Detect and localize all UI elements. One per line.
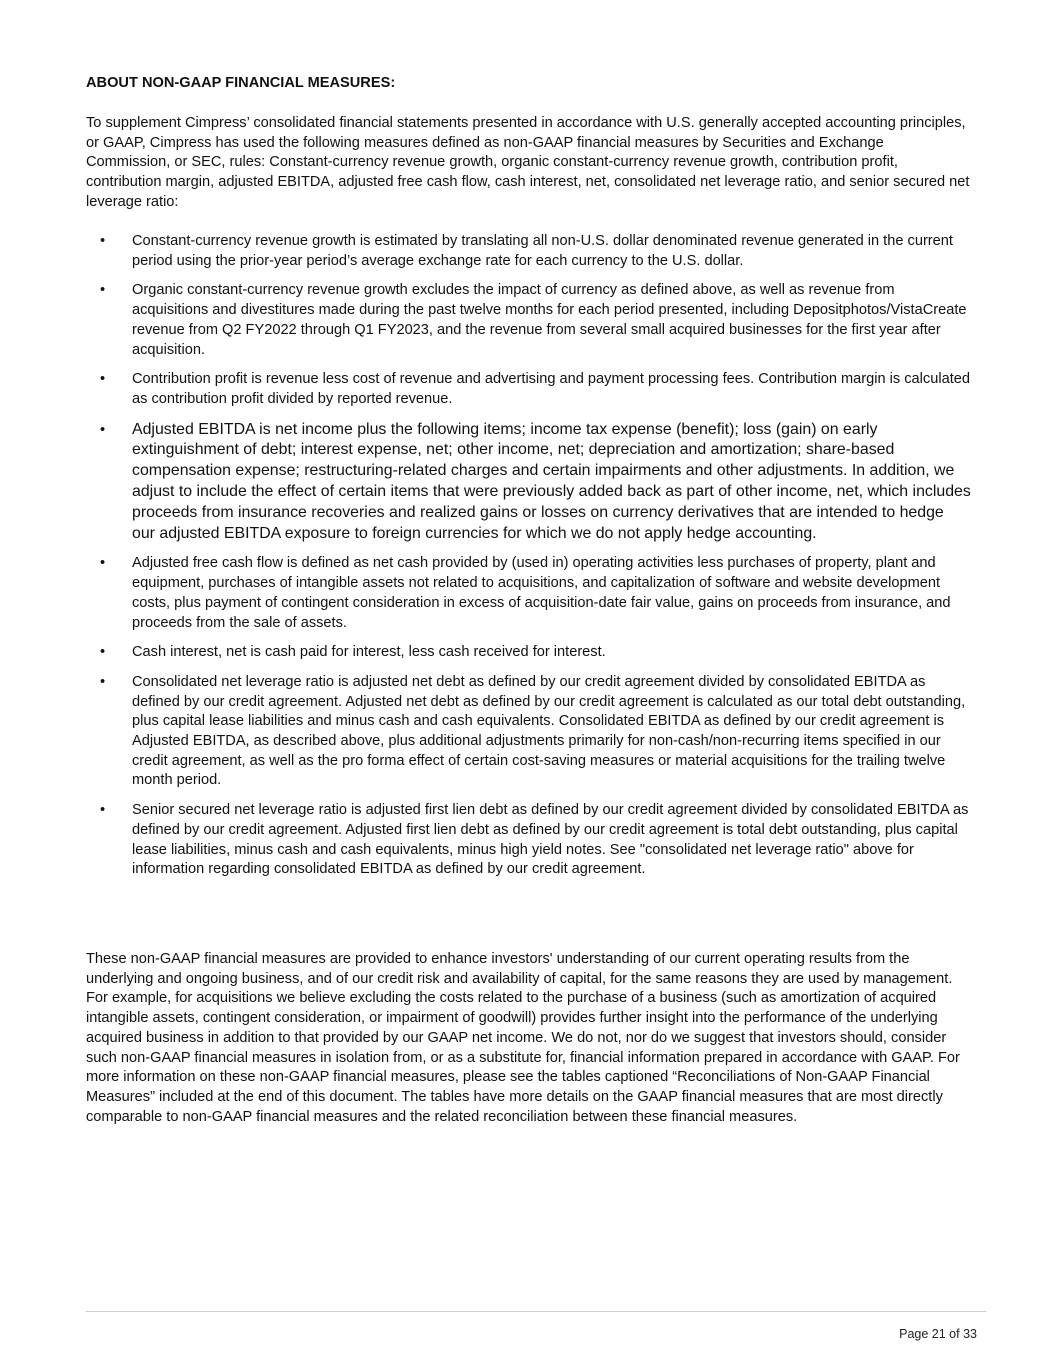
measures-list (86, 232, 971, 890)
list-item (86, 420, 971, 545)
list-item-text: Constant-currency revenue growth is estimated by translating all non-U.S. dollar denominated revenue generated in the current period using the prior-year period’s average exchange rate for each currency to the U.S. dollar. (132, 233, 953, 269)
list-item (86, 281, 971, 360)
closing-paragraph: These non-GAAP financial measures are provided to enhance investors' understanding of our current operating results from the underlying and ongoing business, and of our credit risk and availability of capital, for the same reasons they are used by management. For example, for acquisitions we believe excluding the costs related to the purchase of a business (such as amortization of acquired intangible assets, contingent consideration, or impairment of goodwill) provides further insight into the performance of the underlying acquired business in addition to that provided by our GAAP net income. We do not, nor do we suggest that investors should, consider such non-GAAP financial measures in isolation from, or as a substitute for, financial information prepared in accordance with GAAP. For more information on these non-GAAP financial measures, please see the tables captioned “Reconciliations of Non-GAAP Financial Measures” included at the end of this document. The tables have more details on the GAAP financial measures that are most directly comparable to non-GAAP financial measures and the related reconciliation between these financial measures. (86, 951, 960, 1125)
intro-paragraph: To supplement Cimpress’ consolidated financial statements presented in accordance with U.S. generally accepted accounting principles, or GAAP, Cimpress has used the following measures defined as non-GAAP financial measures by Securities and Exchange Commission, or SEC, rules: Constant-currency revenue growth, organic constant-currency revenue growth, contribution profit, contribution margin, adjusted EBITDA, adjusted free cash flow, cash interest, net, consolidated net leverage ratio, and senior secured net leverage ratio: (86, 115, 970, 210)
bullet-icon: • (100, 555, 106, 572)
bullet-icon: • (100, 673, 106, 690)
list-item (86, 370, 971, 409)
list-item-text: Consolidated net leverage ratio is adjusted net debt as defined by our credit agreement divided by consolidated EBITDA as defined by our credit agreement. Adjusted net debt as defined by our credit agreement is calculated as our total debt outstanding, plus capital lease liabilities and minus cash and cash equivalents. Consolidated EBITDA as defined by our credit agreement is Adjusted EBITDA, as described above, plus additional adjustments primarily for non-cash/non-recurring items specified in our credit agreement, as well as the pro forma effect of certain cost-saving measures or material acquisitions for the trailing twelve month period. (132, 673, 966, 789)
footer-divider (86, 1311, 986, 1312)
list-item (86, 232, 971, 271)
list-item-text: Adjusted free cash flow is defined as net cash provided by (used in) operating activities less purchases of property, plant and equipment, purchases of intangible assets not related to acquisitions, and capitalization of software and website development costs, plus payment of contingent consideration in excess of acquisition-date fair value, gains on proceeds from insurance, and proceeds from the sale of assets. (132, 555, 951, 631)
bullet-icon: • (100, 371, 106, 388)
list-item-text: Cash interest, net is cash paid for interest, less cash received for interest. (132, 644, 606, 661)
bullet-icon: • (100, 421, 106, 438)
page-number: Page 21 of 33 (899, 1327, 977, 1341)
bullet-icon: • (100, 802, 106, 819)
list-item-text: Senior secured net leverage ratio is adjusted first lien debt as defined by our credit agreement divided by consolidated EBITDA as defined by our credit agreement. Adjusted first lien debt as defined by our credit agreement is total debt outstanding, plus capital lease liabilities, minus cash and cash equivalents, minus high yield notes. See "consolidated net leverage ratio" above for information regarding consolidated EBITDA as defined by our credit agreement. (132, 802, 969, 878)
list-item (86, 643, 971, 663)
bullet-icon: • (100, 644, 106, 661)
list-item (86, 673, 971, 791)
bullet-icon: • (100, 282, 106, 299)
list-item (86, 554, 971, 633)
list-item (86, 801, 971, 880)
list-item-text: Adjusted EBITDA is net income plus the following items; income tax expense (benefit); loss (gain) on early extinguishment of debt; interest expense, net; other income, net; depreciation and amortization; share-based compensation expense; restructuring-related charges and certain impairments and other adjustments. In addition, we adjust to include the effect of certain items that were previously added back as part of other income, net, which includes proceeds from insurance recoveries and realized gains or losses on currency derivatives that are intended to hedge our adjusted EBITDA exposure to foreign currencies for which we do not apply hedge accounting. (132, 420, 971, 542)
bullet-icon: • (100, 233, 106, 249)
list-item-text: Organic constant-currency revenue growth excludes the impact of currency as defined above, as well as revenue from acquisitions and divestitures made during the past twelve months for each period presented, including Depositphotos/VistaCreate revenue from Q2 FY2022 through Q1 FY2023, and the revenue from several small acquired businesses for the first year after acquisition. (132, 282, 967, 358)
list-item-text: Contribution profit is revenue less cost of revenue and advertising and payment processing fees. Contribution margin is calculated as contribution profit divided by reported revenue. (132, 371, 970, 407)
section-heading: ABOUT NON-GAAP FINANCIAL MEASURES: (86, 75, 396, 91)
